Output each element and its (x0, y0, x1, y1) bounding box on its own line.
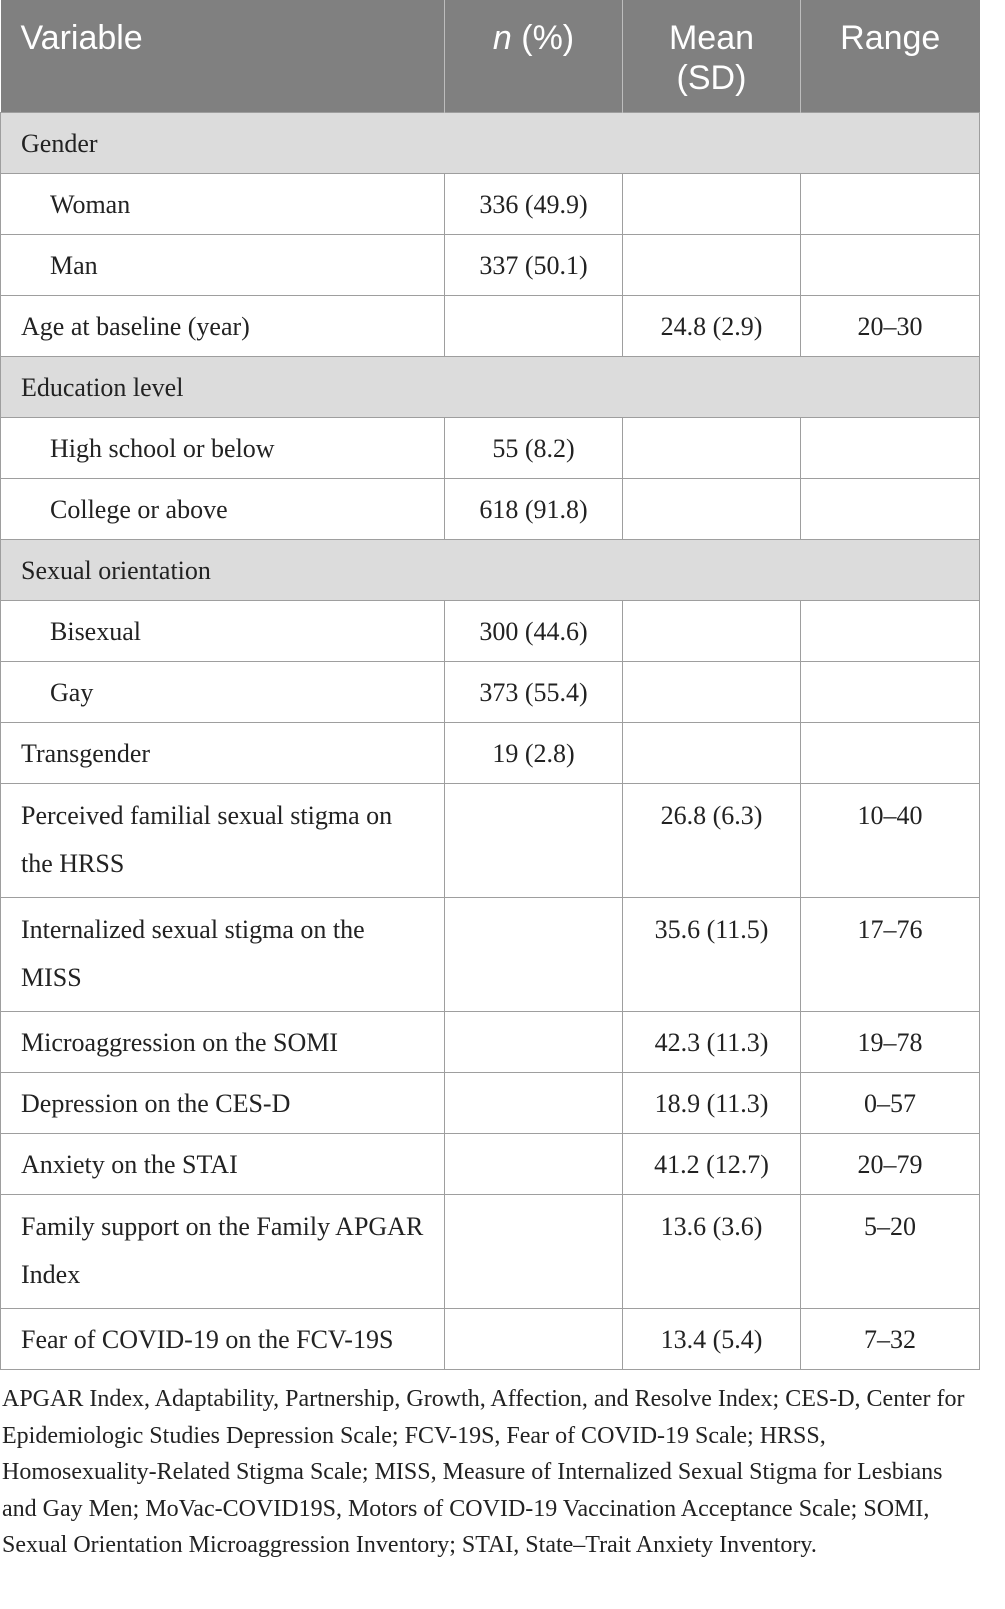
range-cell: 7–32 (801, 1309, 980, 1370)
mean-sd-cell (623, 662, 801, 723)
mean-sd-cell (623, 174, 801, 235)
variable-cell: Man (1, 235, 445, 296)
n-percent-cell (445, 1012, 623, 1073)
table-group-row (1, 540, 980, 601)
range-cell: 20–30 (801, 296, 980, 357)
n-percent-cell (445, 1309, 623, 1370)
table-row (1, 898, 980, 1012)
mean-sd-cell: 13.4 (5.4) (623, 1309, 801, 1370)
range-cell (801, 235, 980, 296)
group-label: Sexual orientation (1, 540, 980, 601)
range-cell: 17–76 (801, 898, 980, 1012)
n-percent-cell (445, 784, 623, 898)
mean-sd-cell: 24.8 (2.9) (623, 296, 801, 357)
mean-sd-cell (623, 418, 801, 479)
variable-cell: Anxiety on the STAI (1, 1134, 445, 1195)
table-footnote: APGAR Index, Adaptability, Partnership, Growth, Affection, and Resolve Index; CES-D, Center for Epidemiologic Studies Depression Scale; FCV-19S, Fear of COVID-19 Scale; HRSS, Homosexuality-Related Stigma Scale; MISS, Measure of Internalized Sexual Stigma for Lesbians and Gay Men; MoVac-COVID19S, Motors of COVID-19 Vaccination Acceptance Scale; SOMI, Sexual Orientation Microaggression Inventory; STAI, State–Trait Anxiety Inventory. (2, 1386, 965, 1558)
table-row (1, 479, 980, 540)
table-row (1, 1195, 980, 1309)
header-mean-sd (623, 0, 801, 113)
table-row (1, 723, 980, 784)
variable-cell: Internalized sexual stigma on the MISS (1, 898, 445, 1012)
variable-cell: Fear of COVID-19 on the FCV-19S (1, 1309, 445, 1370)
variable-cell: Family support on the Family APGAR Index (1, 1195, 445, 1309)
table-group-row (1, 357, 980, 418)
n-percent-cell: 618 (91.8) (445, 479, 623, 540)
mean-sd-cell (623, 601, 801, 662)
table-group-row (1, 113, 980, 174)
group-label: Education level (1, 357, 980, 418)
mean-sd-cell: 13.6 (3.6) (623, 1195, 801, 1309)
mean-sd-cell: 18.9 (11.3) (623, 1073, 801, 1134)
table-row (1, 418, 980, 479)
variable-cell: Perceived familial sexual stigma on the HRSS (1, 784, 445, 898)
table-row (1, 296, 980, 357)
range-cell (801, 479, 980, 540)
n-percent-cell: 19 (2.8) (445, 723, 623, 784)
table-row (1, 1134, 980, 1195)
variable-cell: Gay (1, 662, 445, 723)
range-cell: 10–40 (801, 784, 980, 898)
table-row (1, 1309, 980, 1370)
table-row (1, 784, 980, 898)
variable-cell: Microaggression on the SOMI (1, 1012, 445, 1073)
mean-sd-cell (623, 723, 801, 784)
table-row (1, 601, 980, 662)
header-n-italic: n (492, 19, 512, 57)
variable-cell: Transgender (1, 723, 445, 784)
table-row (1, 174, 980, 235)
header-mean-line2: (SD) (676, 59, 747, 97)
n-percent-cell: 373 (55.4) (445, 662, 623, 723)
range-cell: 20–79 (801, 1134, 980, 1195)
range-cell: 0–57 (801, 1073, 980, 1134)
n-percent-cell (445, 1134, 623, 1195)
n-percent-cell (445, 1073, 623, 1134)
n-percent-cell: 336 (49.9) (445, 174, 623, 235)
mean-sd-cell: 26.8 (6.3) (623, 784, 801, 898)
table-header-row (1, 0, 980, 113)
mean-sd-cell (623, 235, 801, 296)
mean-sd-cell (623, 479, 801, 540)
range-cell (801, 601, 980, 662)
table-row (1, 662, 980, 723)
n-percent-cell (445, 1195, 623, 1309)
header-n-percent (445, 0, 623, 113)
header-n-rest: (%) (511, 19, 575, 57)
variable-cell: High school or below (1, 418, 445, 479)
n-percent-cell: 55 (8.2) (445, 418, 623, 479)
range-cell: 5–20 (801, 1195, 980, 1309)
range-cell (801, 174, 980, 235)
range-cell (801, 418, 980, 479)
n-percent-cell: 300 (44.6) (445, 601, 623, 662)
variable-cell: Depression on the CES-D (1, 1073, 445, 1134)
range-cell: 19–78 (801, 1012, 980, 1073)
mean-sd-cell: 35.6 (11.5) (623, 898, 801, 1012)
group-label: Gender (1, 113, 980, 174)
header-mean-line1: Mean (668, 19, 755, 57)
variable-cell: Woman (1, 174, 445, 235)
mean-sd-cell: 41.2 (12.7) (623, 1134, 801, 1195)
mean-sd-cell: 42.3 (11.3) (623, 1012, 801, 1073)
variable-cell: Bisexual (1, 601, 445, 662)
header-variable: Variable (1, 0, 445, 113)
n-percent-cell (445, 296, 623, 357)
table-row (1, 235, 980, 296)
table-row (1, 1073, 980, 1134)
range-cell (801, 662, 980, 723)
n-percent-cell (445, 898, 623, 1012)
variable-cell: College or above (1, 479, 445, 540)
table-body (1, 113, 980, 1370)
table-row (1, 1012, 980, 1073)
range-cell (801, 723, 980, 784)
header-range: Range (801, 0, 980, 113)
n-percent-cell: 337 (50.1) (445, 235, 623, 296)
variable-cell: Age at baseline (year) (1, 296, 445, 357)
